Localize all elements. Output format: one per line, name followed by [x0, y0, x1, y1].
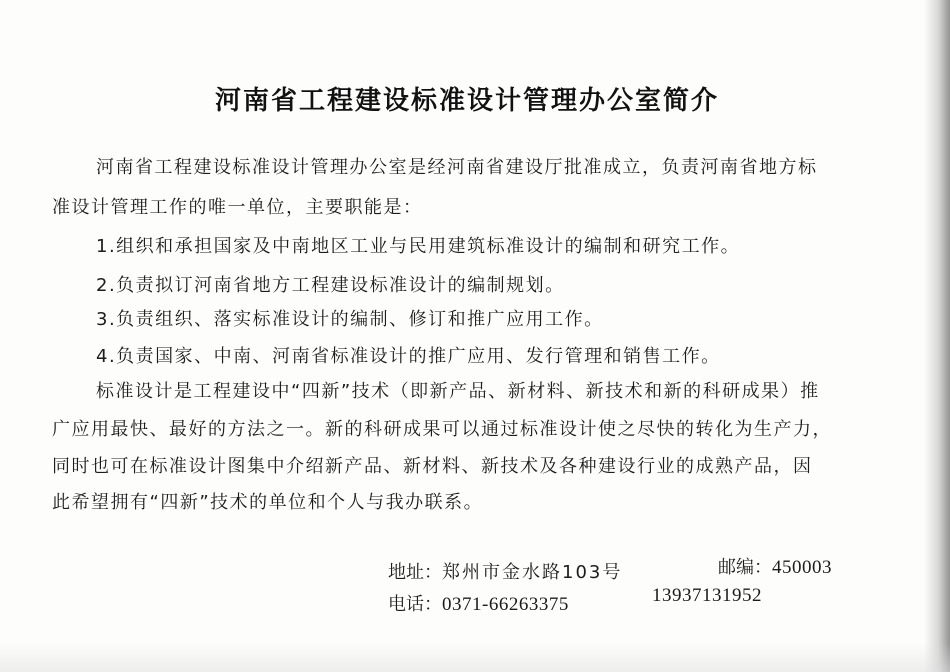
- postcode-label: 邮编：: [718, 557, 772, 578]
- phone-value: 0371-66263375: [442, 594, 569, 615]
- intro-line-2: 准设计管理工作的唯一单位，主要职能是：: [52, 197, 423, 218]
- duty-item-1: 1.组织和承担国家及中南地区工业与民用建筑标准设计的编制和研究工作。: [96, 236, 741, 257]
- address-label: 地址：: [388, 562, 442, 583]
- duty-item-4: 4.负责国家、中南、河南省标准设计的推广应用、发行管理和销售工作。: [96, 346, 721, 367]
- phone-row: [388, 590, 569, 616]
- closing-line-1: 标准设计是工程建设中“四新”技术（即新产品、新材料、新技术和新的科研成果）推: [96, 381, 820, 402]
- address-row: [388, 558, 622, 584]
- intro-line-1: 河南省工程建设标准设计管理办公室是经河南省建设厅批准成立，负责河南省地方标: [96, 157, 818, 178]
- closing-line-2: 广应用最快、最好的方法之一。新的科研成果可以通过标准设计使之尽快的转化为生产力，: [52, 419, 832, 440]
- closing-line-3: 同时也可在标准设计图集中介绍新产品、新材料、新技术及各种建设行业的成熟产品，因: [52, 456, 813, 477]
- address-value: 郑州市金水路103号: [442, 562, 623, 583]
- scan-bottom-shade: [0, 642, 950, 672]
- postcode-value: 450003: [772, 557, 832, 578]
- scan-edge-shadow: [924, 0, 950, 672]
- phone-label: 电话：: [388, 594, 442, 615]
- mobile-number: 13937131952: [652, 585, 762, 606]
- closing-line-4: 此希望拥有“四新”技术的单位和个人与我办联系。: [52, 492, 484, 513]
- page-title: 河南省工程建设标准设计管理办公室简介: [215, 86, 720, 116]
- postcode-row: [718, 553, 832, 579]
- duty-item-3: 3.负责组织、落实标准设计的编制、修订和推广应用工作。: [96, 309, 604, 330]
- duty-item-2: 2.负责拟订河南省地方工程建设标准设计的编制规划。: [96, 275, 565, 296]
